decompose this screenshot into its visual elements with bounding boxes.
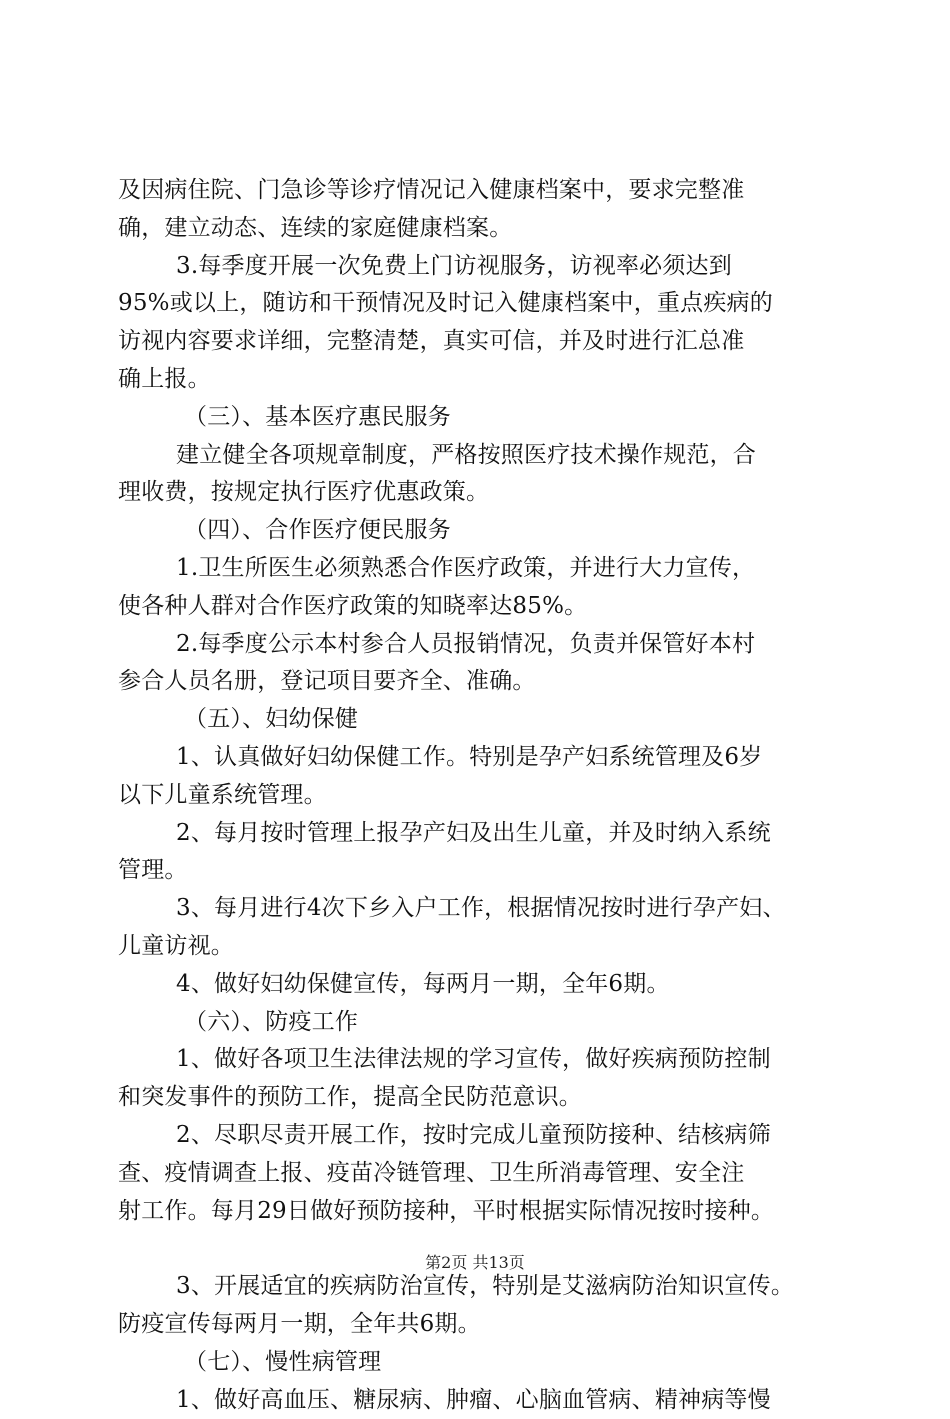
text-line: 3、开展适宜的疾病防治宣传，特别是艾滋病防治知识宣传。 (118, 1268, 838, 1306)
text-line: 参合人员名册，登记项目要齐全、准确。 (118, 663, 838, 701)
section-heading: （六）、防疫工作 (118, 1004, 838, 1042)
text-line: 确上报。 (118, 361, 838, 399)
text-line: 1.卫生所医生必须熟悉合作医疗政策，并进行大力宣传， (118, 550, 838, 588)
text-line: 儿童访视。 (118, 928, 838, 966)
document-body (118, 172, 838, 1419)
section-heading: （四）、合作医疗便民服务 (118, 512, 838, 550)
section-heading: （三）、基本医疗惠民服务 (118, 399, 838, 437)
text-line: 3、每月进行4次下乡入户工作，根据情况按时进行孕产妇、 (118, 890, 838, 928)
text-line: 理收费，按规定执行医疗优惠政策。 (118, 474, 838, 512)
text-line: 3.每季度开展一次免费上门访视服务，访视率必须达到 (118, 248, 838, 286)
text-line: 管理。 (118, 852, 838, 890)
text-line: 防疫宣传每两月一期，全年共6期。 (118, 1306, 838, 1344)
text-line: 4、做好妇幼保健宣传，每两月一期，全年6期。 (118, 966, 838, 1004)
text-line: 建立健全各项规章制度，严格按照医疗技术操作规范，合 (118, 437, 838, 475)
text-line: 及因病住院、门急诊等诊疗情况记入健康档案中，要求完整准 (118, 172, 838, 210)
text-line: 访视内容要求详细，完整清楚，真实可信，并及时进行汇总准 (118, 323, 838, 361)
text-line: 1、做好各项卫生法律法规的学习宣传，做好疾病预防控制 (118, 1041, 838, 1079)
text-line: 1、做好高血压、糖尿病、肿瘤、心脑血管病、精神病等慢 (118, 1382, 838, 1419)
section-heading: （七）、慢性病管理 (118, 1344, 838, 1382)
text-line: 1、认真做好妇幼保健工作。特别是孕产妇系统管理及6岁 (118, 739, 838, 777)
text-line: 射工作。每月29日做好预防接种，平时根据实际情况按时接种。 (118, 1193, 838, 1231)
text-line: 查、疫情调查上报、疫苗冷链管理、卫生所消毒管理、安全注 (118, 1155, 838, 1193)
text-line: 和突发事件的预防工作，提高全民防范意识。 (118, 1079, 838, 1117)
section-heading: （五）、妇幼保健 (118, 701, 838, 739)
text-line: 以下儿童系统管理。 (118, 777, 838, 815)
text-line: 2、每月按时管理上报孕产妇及出生儿童，并及时纳入系统 (118, 815, 838, 853)
text-line: 2.每季度公示本村参合人员报销情况，负责并保管好本村 (118, 626, 838, 664)
text-line: 确，建立动态、连续的家庭健康档案。 (118, 210, 838, 248)
text-line: 使各种人群对合作医疗政策的知晓率达85%。 (118, 588, 838, 626)
text-line: 2、尽职尽责开展工作，按时完成儿童预防接种、结核病筛 (118, 1117, 838, 1155)
page-number-footer: 第2页 共13页 (0, 1250, 950, 1273)
text-line: 95%或以上，随访和干预情况及时记入健康档案中，重点疾病的 (118, 285, 838, 323)
